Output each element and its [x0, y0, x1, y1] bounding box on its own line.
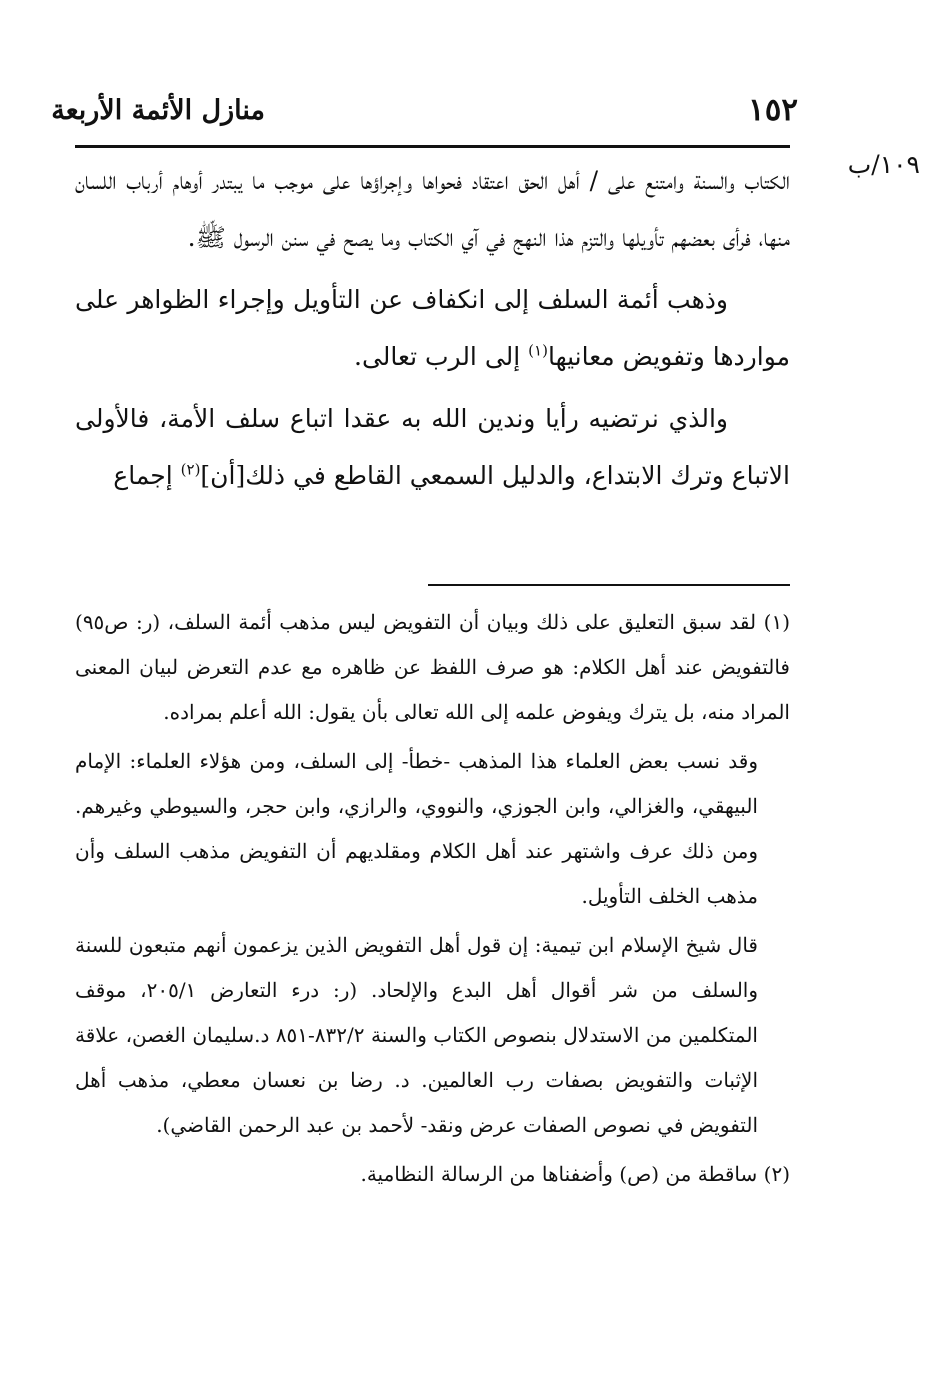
footnote-ref-2: (٢)	[180, 460, 201, 479]
footnotes	[75, 600, 790, 1197]
paragraph-2	[75, 271, 790, 385]
paragraph-2-text: وذهب أئمة السلف إلى انكفاف عن التأويل وإجراء الظواهر على مواردها وتفويض معانيها	[75, 285, 790, 371]
paragraph-3-text: والذي نرتضيه رأيا وندين الله به عقدا اتباع سلف الأمة، فالأولى الاتباع وترك الابتداع، والدليل السمعي القاطع في ذلك[أن]	[75, 404, 790, 490]
header-rule	[75, 145, 790, 148]
footnote-1-part-1: (١) لقد سبق التعليق على ذلك وبيان أن التفويض ليس مذهب أئمة السلف، (ر: ص٩٥) فالتفويض عند أهل الكلام: هو صرف اللفظ عن ظاهره مع عدم التعرض لبيان المعنى المراد منه، بل يترك ويفوض علمه إلى الله تعالى بأن يقول: الله أعلم بمراده.	[75, 610, 790, 724]
paragraph-3	[75, 390, 790, 504]
paragraph-2-text-end: إلى الرب تعالى.	[354, 342, 529, 371]
paragraph-1: الكتاب والسنة وامتنع على / أهل الحق اعتقاد فحواها وإجراؤها على موجب ما يبتدر أوهام أرباب اللسان منها، فرأى بعضهم تأويلها والتزم هذا النهج في آي الكتاب وما يصح في سنن الرسول ﷺ.	[75, 166, 790, 252]
running-title: منازل الأئمة الأربعة	[51, 95, 265, 126]
footnote-2: (٢) ساقطة من (ص) وأضفناها من الرسالة النظامية.	[360, 1162, 790, 1186]
margin-folio-note: ١٠٩/ب	[847, 150, 920, 179]
footnote-1-part-2: وقد نسب بعض العلماء هذا المذهب -خطأ- إلى السلف، ومن هؤلاء العلماء: الإمام البيهقي، والغزالي، وابن الجوزي، والنووي، والرازي، وابن حجر، والسيوطي وغيرهم. ومن ذلك عرف واشتهر عند أهل الكلام ومقلديهم أن التفويض مذهب السلف وأن مذهب الخلف التأويل.	[75, 749, 758, 908]
footnote-1-part-3: قال شيخ الإسلام ابن تيمية: إن قول أهل التفويض الذين يزعمون أنهم متبعون للسنة والسلف من شر أقوال أهل البدع والإلحاد. (ر: درء التعارض ٢٠٥/١، موقف المتكلمين من الاستدلال بنصوص الكتاب والسنة ٨٣٢/٢-٨٥١ د.سليمان الغصن، علاقة الإثبات والتفويض بصفات رب العالمين. د. رضا بن نعسان معطي، مذهب أهل التفويض في نصوص الصفات عرض ونقد- لأحمد بن عبد الرحمن القاضي).	[75, 933, 759, 1137]
footnote-ref-1: (١)	[528, 341, 548, 360]
page-number: ١٥٢	[748, 92, 798, 128]
footnote-rule	[428, 584, 790, 586]
main-text	[75, 152, 790, 504]
paragraph-3-text-end: إجماع	[113, 461, 181, 490]
